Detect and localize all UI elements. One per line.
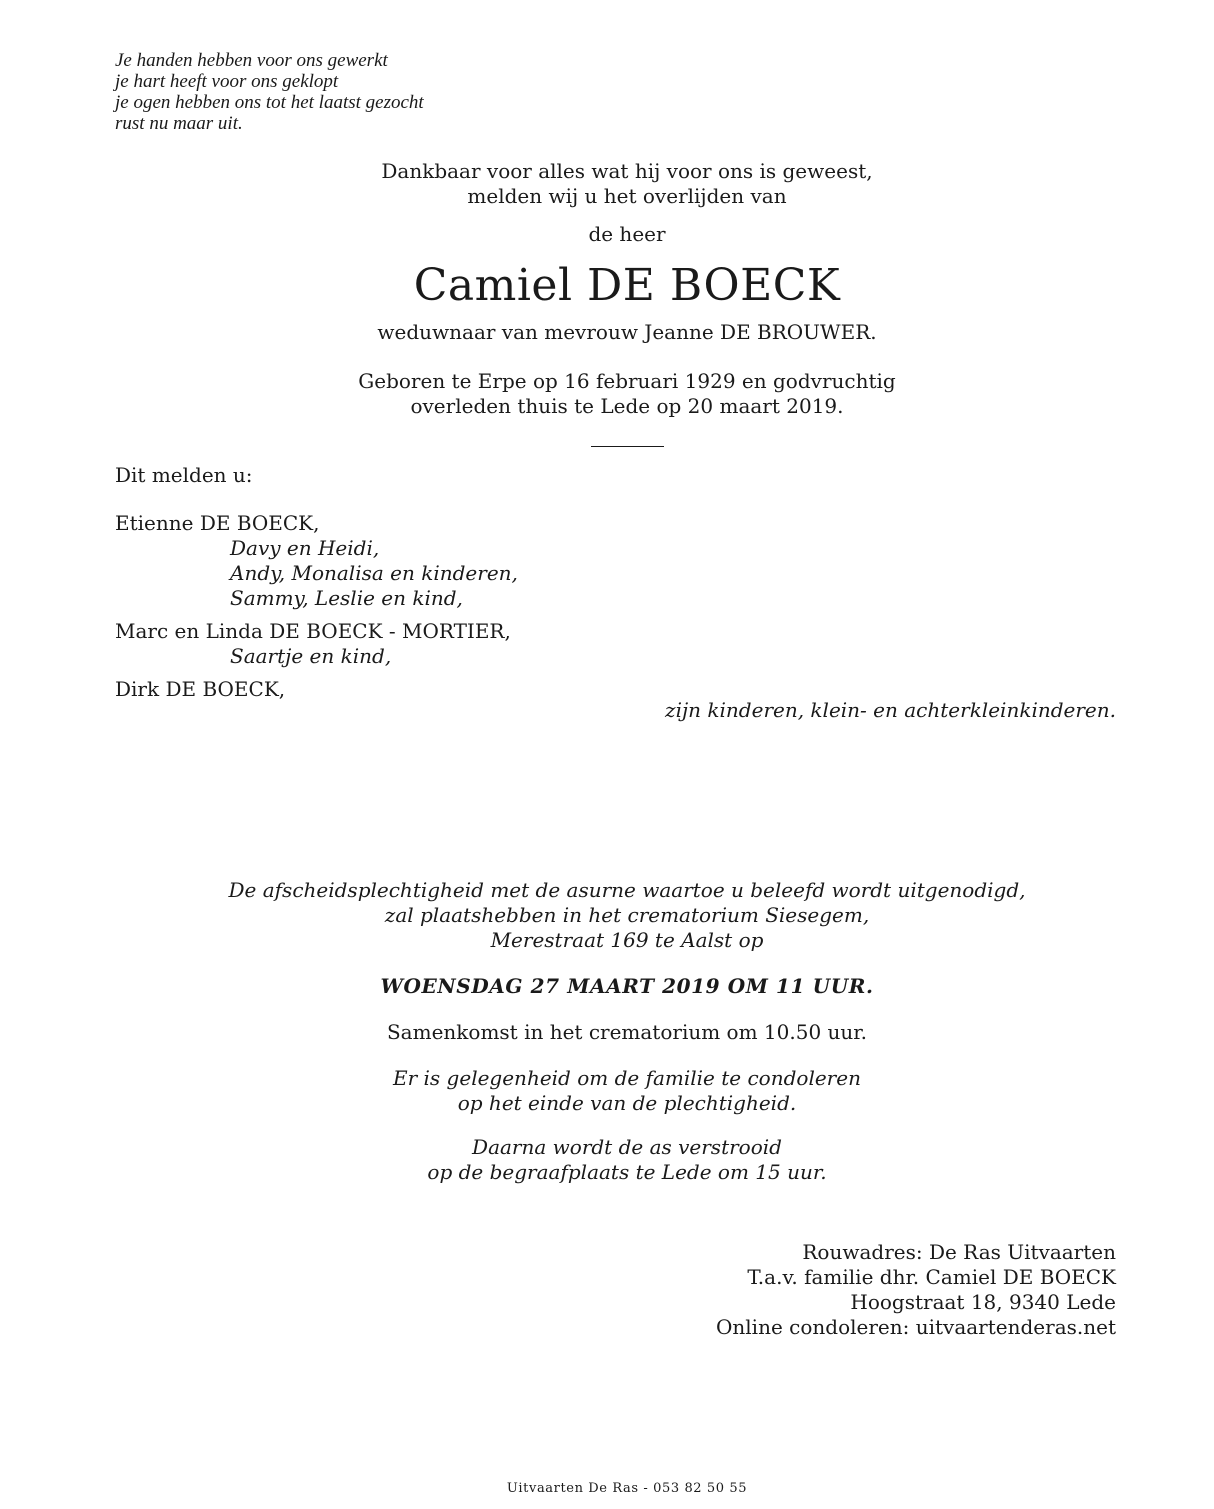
intro-text <box>0 159 1214 209</box>
ceremony-text <box>0 878 1214 953</box>
deceased-name <box>0 258 1214 314</box>
family-heading: Dit melden u: <box>115 463 253 487</box>
ceremony-line: zal plaatshebben in het crematorium Siesegem, <box>384 903 870 927</box>
address-line: Rouwadres: De Ras Uitvaarten <box>802 1240 1116 1264</box>
ashes-line: Daarna wordt de as verstrooid <box>472 1135 782 1159</box>
poem-line: Je handen hebben voor ons gewerkt <box>115 50 388 71</box>
divider <box>591 446 664 447</box>
family-list <box>115 463 518 702</box>
ashes-line: op de begraafplaats te Lede om 15 uur. <box>427 1160 827 1184</box>
family-member: Etienne DE BOECK, <box>115 511 320 535</box>
birth-death-text <box>0 369 1214 419</box>
ceremony-date: WOENSDAG 27 MAART 2019 OM 11 UUR. <box>380 974 874 998</box>
family-group <box>115 619 518 669</box>
family-member: Marc en Linda DE BOECK - MORTIER, <box>115 619 511 643</box>
poem <box>115 50 424 134</box>
family-child: Davy en Heidi, <box>230 536 380 560</box>
born-line: overleden thuis te Lede op 20 maart 2019. <box>410 394 844 418</box>
family-group <box>115 677 518 702</box>
family-child: Sammy, Leslie en kind, <box>230 586 463 610</box>
condole-line: op het einde van de plechtigheid. <box>457 1091 797 1115</box>
deceased-name-text: Camiel DE BOECK <box>413 260 841 311</box>
family-child: Saartje en kind, <box>230 644 392 668</box>
family-group <box>115 511 518 611</box>
condolence-text <box>0 1066 1214 1116</box>
widower-text: weduwnaar van mevrouw Jeanne DE BROUWER. <box>377 320 877 344</box>
intro-line: melden wij u het overlijden van <box>467 184 787 208</box>
family-member: Dirk DE BOECK, <box>115 677 286 701</box>
family-child: Andy, Monalisa en kinderen, <box>230 561 518 585</box>
address-line: Hoogstraat 18, 9340 Lede <box>850 1290 1116 1314</box>
widower-line <box>0 320 1214 345</box>
ceremony-line: De afscheidsplechtigheid met de asurne waartoe u beleefd wordt uitgenodigd, <box>228 878 1026 902</box>
address-line: T.a.v. familie dhr. Camiel DE BOECK <box>747 1265 1116 1289</box>
poem-line: je hart heeft voor ons geklopt <box>115 71 339 92</box>
ashes-text <box>0 1135 1214 1185</box>
condole-line: Er is gelegenheid om de familie te condoleren <box>393 1066 861 1090</box>
family-relation: zijn kinderen, klein- en achterkleinkinderen. <box>665 698 1116 722</box>
poem-line: rust nu maar uit. <box>115 113 243 134</box>
title-prefix: de heer <box>588 222 666 246</box>
gathering-text: Samenkomst in het crematorium om 10.50 uur. <box>386 1020 868 1044</box>
mourning-address <box>716 1240 1116 1340</box>
footer-contact: Uitvaarten De Ras - 053 82 50 55 <box>506 1481 748 1496</box>
address-line: Online condoleren: uitvaartenderas.net <box>716 1315 1116 1339</box>
ceremony-line: Merestraat 169 te Aalst op <box>490 928 764 952</box>
poem-line: je ogen hebben ons tot het laatst gezocht <box>115 92 424 113</box>
born-line: Geboren te Erpe op 16 februari 1929 en godvruchtig <box>358 369 896 393</box>
intro-line: Dankbaar voor alles wat hij voor ons is geweest, <box>381 159 873 183</box>
